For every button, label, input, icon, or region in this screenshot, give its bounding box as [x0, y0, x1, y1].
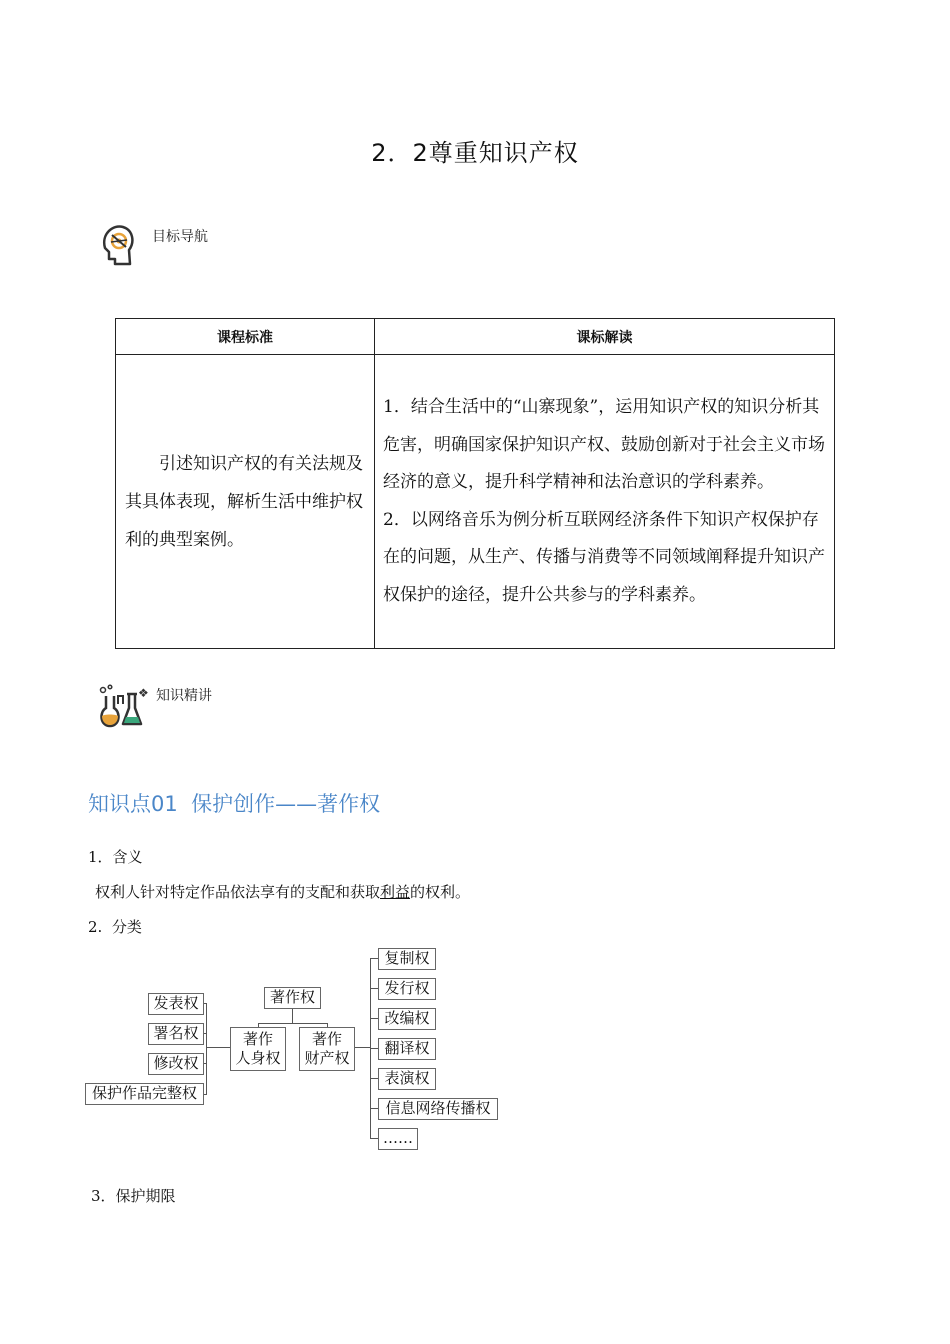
diagram-property-top: 著作 — [311, 1030, 342, 1048]
item2-heading: 2. 分类 — [88, 918, 142, 936]
property-right-item: 发行权 — [378, 978, 436, 1000]
page-title: 2．2尊重知识产权 — [371, 139, 579, 167]
diagram-root-box: 著作权 — [264, 987, 321, 1009]
personal-right-item: 署名权 — [148, 1023, 204, 1045]
item1-text — [95, 881, 470, 902]
head-gear-icon — [97, 222, 139, 268]
diagram-property-box — [299, 1027, 355, 1071]
property-right-item: 复制权 — [378, 948, 436, 970]
standard-cell: 引述知识产权的有关法规及其具体表现，解析生活中维护权利的典型案例。 — [116, 355, 375, 649]
property-right-item: 表演权 — [378, 1068, 436, 1090]
personal-right-item: 保护作品完整权 — [85, 1083, 204, 1105]
diagram-personal-box — [230, 1027, 286, 1071]
diagram-personal-top: 著作 — [242, 1030, 273, 1048]
curriculum-table — [115, 318, 835, 649]
nav-label: 目标导航 — [152, 229, 208, 245]
table-header-standard: 课程标准 — [116, 319, 375, 355]
property-right-item: 信息网络传播权 — [378, 1098, 498, 1120]
property-right-item: 改编权 — [378, 1008, 436, 1030]
item1-text-after: 的权利。 — [410, 883, 471, 901]
diagram-property-bottom: 财产权 — [304, 1049, 350, 1067]
property-right-item: …… — [378, 1128, 418, 1150]
item3-heading: 3．保护期限 — [91, 1187, 176, 1205]
knowledge-label: 知识精讲 — [156, 688, 212, 704]
item1-text-underlined: 利益 — [380, 883, 411, 901]
table-header-interpretation: 课标解读 — [375, 319, 835, 355]
interpretation-cell — [375, 355, 835, 649]
interpretation-item-1: 1．结合生活中的“山寨现象”，运用知识产权的知识分析其危害，明确国家保护知识产权、鼓励创新对于社会主义市场经济的意义，提升科学精神和法治意识的学科素养。 — [383, 397, 825, 492]
personal-right-item: 发表权 — [148, 993, 204, 1015]
interpretation-item-2: 2．以网络音乐为例分析互联网经济条件下知识产权保护存在的问题，从生产、传播与消费等不同领域阐释提升知识产权保护的途径，提升公共参与的学科素养。 — [383, 509, 825, 605]
knowledge-point-title: 知识点01 保护创作——著作权 — [88, 792, 381, 816]
diagram-personal-bottom: 人身权 — [235, 1049, 281, 1067]
item1-text-before: 权利人针对特定作品依法享有的支配和获取 — [95, 883, 381, 901]
item1-heading: 1．含义 — [88, 848, 143, 866]
sparkle-icon: ❖ — [138, 686, 149, 700]
property-right-item: 翻译权 — [378, 1038, 436, 1060]
personal-right-item: 修改权 — [148, 1053, 204, 1075]
